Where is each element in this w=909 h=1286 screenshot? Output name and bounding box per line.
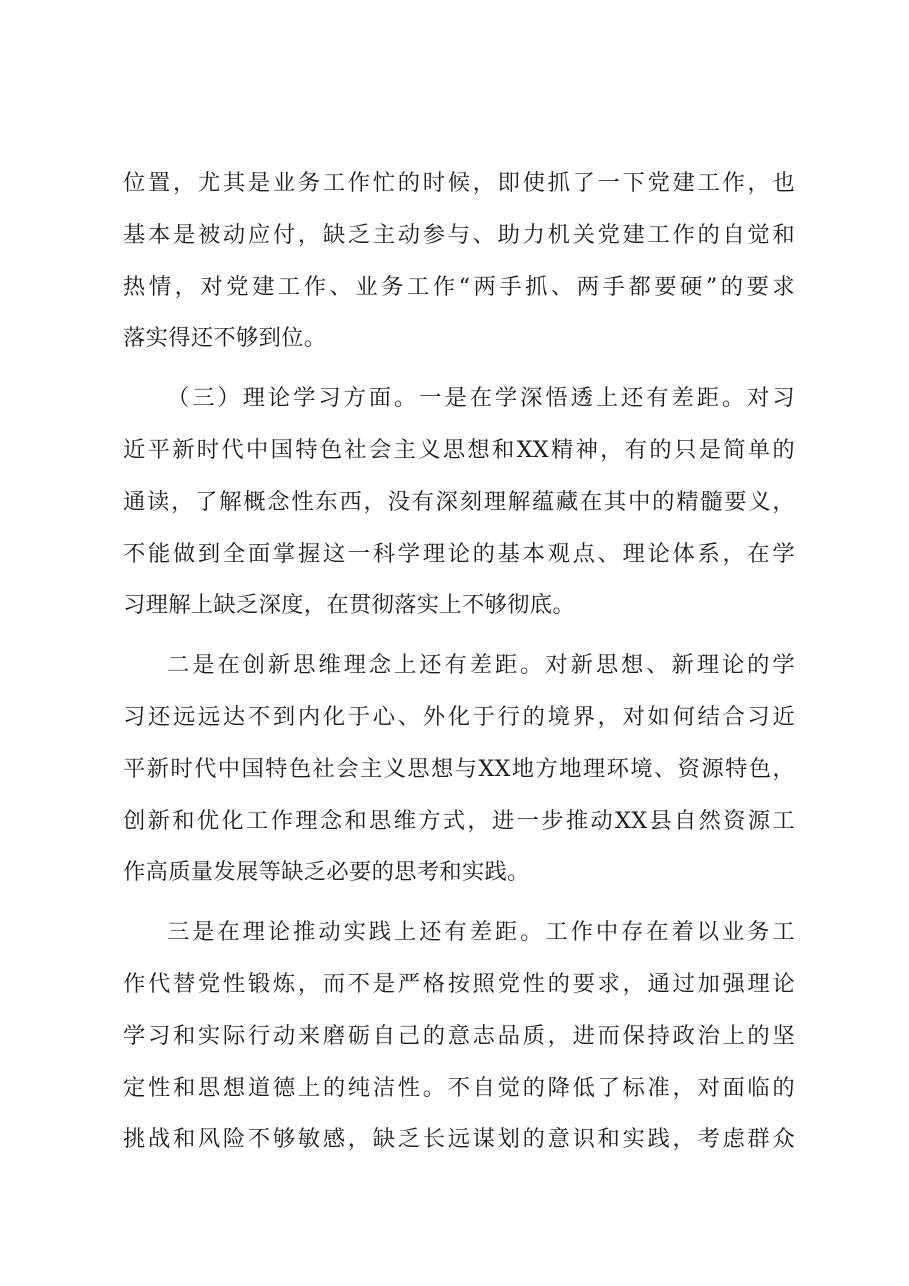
- text-line: 不能做到全面掌握这一科学理论的基本观点、理论体系，在学: [123, 540, 795, 567]
- text-line: 习理解上缺乏深度，在贯彻落实上不够彻底。: [123, 592, 575, 619]
- text-line: 基本是被动应付，缺乏主动参与、助力机关党建工作的自觉和: [123, 221, 795, 248]
- text-line: 创新和优化工作理念和思维方式，进一步推动XX县自然资源工: [123, 807, 795, 834]
- paragraph-party-building-continuation: [123, 158, 795, 365]
- text-line: 落实得还不够到位。: [123, 325, 327, 352]
- paragraph-theory-study: [123, 373, 795, 632]
- text-line: 通读，了解概念性东西，没有深刻理解蕴藏在其中的精髓要义，: [123, 488, 795, 515]
- text-line: 学习和实际行动来磨砺自己的意志品质，进而保持政治上的坚: [123, 1022, 795, 1049]
- text-line: 位置，尤其是业务工作忙的时候，即使抓了一下党建工作，也: [123, 170, 795, 196]
- paragraph-gap: [123, 899, 795, 907]
- text-line: 三是在理论推动实践上还有差距。工作中存在着以业务工: [167, 919, 795, 946]
- text-line: 平新时代中国特色社会主义思想与XX地方地理环境、资源特色，: [123, 755, 795, 782]
- text-line: 二是在创新思维理念上还有差距。对新思想、新理论的学: [167, 652, 795, 679]
- paragraph-gap: [123, 365, 795, 373]
- text-line: 作高质量发展等缺乏必要的思考和实践。: [123, 859, 530, 886]
- text-line: 挑战和风险不够敏感，缺乏长远谋划的意识和实践，考虑群众: [123, 1126, 795, 1153]
- paragraph-theory-to-practice: [123, 907, 795, 1166]
- text-line: 热情，对党建工作、业务工作“两手抓、两手都要硬”的要求: [123, 273, 795, 300]
- text-line: （三）理论学习方面。一是在学深悟透上还有差距。对习: [167, 385, 795, 412]
- document-body: [123, 158, 795, 1166]
- text-line: 习还远远达不到内化于心、外化于行的境界，对如何结合习近: [123, 703, 795, 730]
- text-line: 近平新时代中国特色社会主义思想和XX精神，有的只是简单的: [123, 436, 795, 463]
- paragraph-innovative-thinking: [123, 640, 795, 899]
- text-line: 作代替党性锻炼，而不是严格按照党性的要求，通过加强理论: [123, 970, 795, 997]
- text-line: 定性和思想道德上的纯洁性。不自觉的降低了标准，对面临的: [123, 1074, 795, 1101]
- paragraph-gap: [123, 632, 795, 640]
